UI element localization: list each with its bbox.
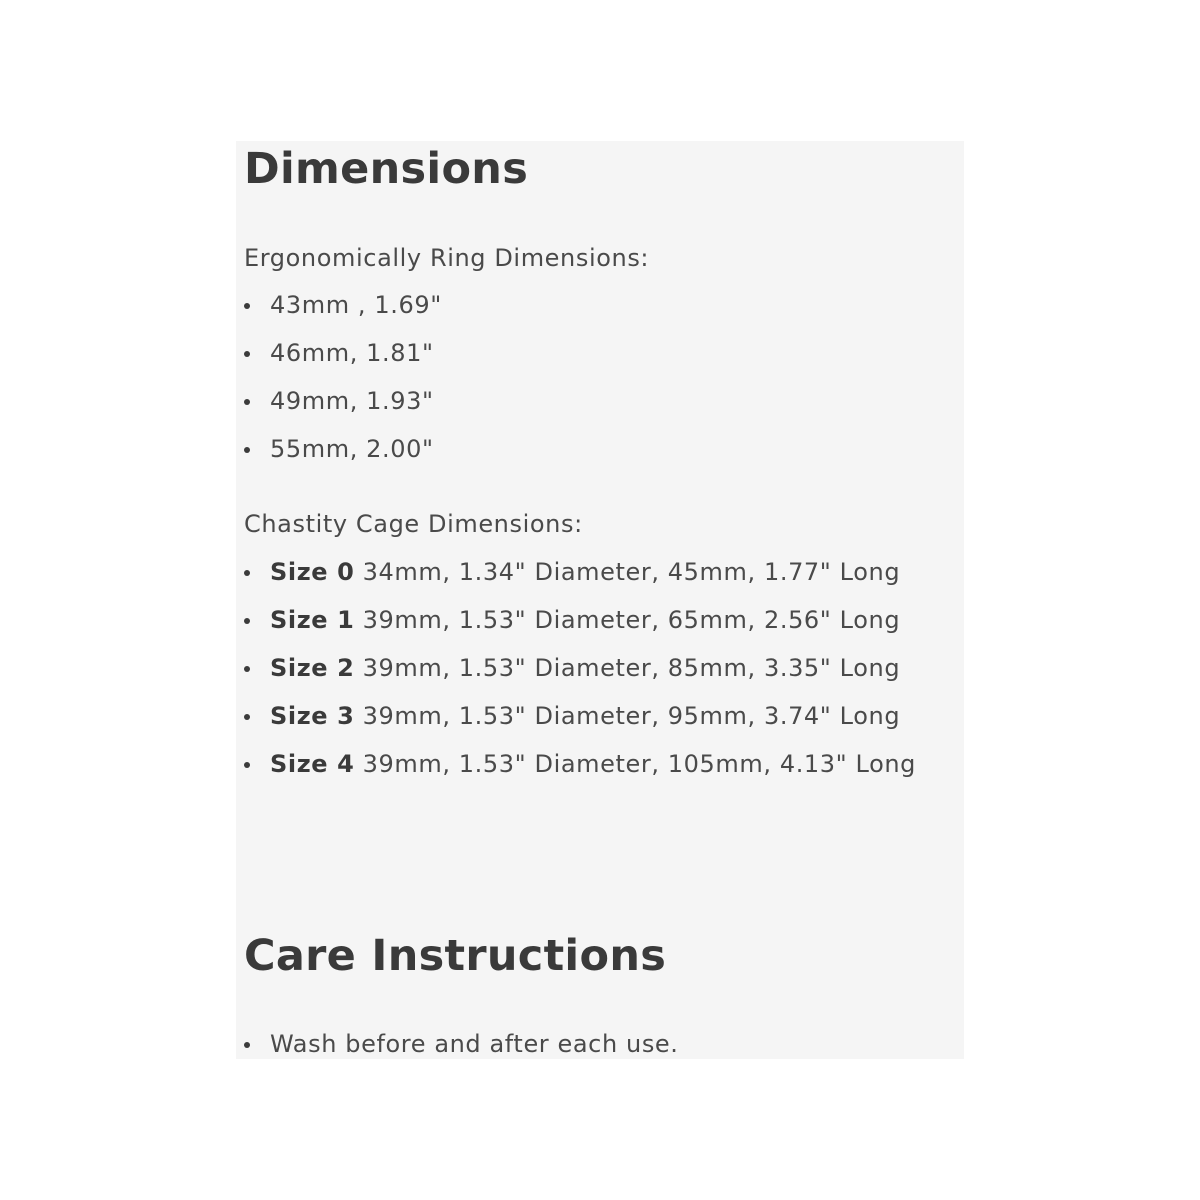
- size-spec: 39mm, 1.53" Diameter, 85mm, 3.35" Long: [354, 654, 901, 682]
- ring-dimensions-list: [244, 281, 442, 473]
- list-item: 43mm , 1.69": [244, 281, 442, 329]
- size-label: Size 3: [270, 702, 355, 730]
- size-label: Size 0: [270, 558, 355, 586]
- list-item: [244, 644, 916, 692]
- list-item: [244, 740, 916, 788]
- list-item: 55mm, 2.00": [244, 425, 442, 473]
- list-item: [244, 548, 916, 596]
- dimensions-heading: Dimensions: [244, 144, 529, 194]
- size-label: Size 2: [270, 654, 355, 682]
- ring-dimensions-intro: Ergonomically Ring Dimensions:: [244, 244, 650, 272]
- product-details-panel: [236, 141, 964, 1059]
- list-item: [244, 692, 916, 740]
- size-label: Size 4: [270, 750, 355, 778]
- list-item: [244, 596, 916, 644]
- size-spec: 39mm, 1.53" Diameter, 105mm, 4.13" Long: [354, 750, 917, 778]
- cage-dimensions-list: [244, 548, 916, 788]
- care-instructions-list: [244, 1020, 679, 1059]
- list-item: 49mm, 1.93": [244, 377, 442, 425]
- size-spec: 34mm, 1.34" Diameter, 45mm, 1.77" Long: [354, 558, 901, 586]
- list-item: 46mm, 1.81": [244, 329, 442, 377]
- care-instructions-heading: Care Instructions: [244, 931, 667, 981]
- size-spec: 39mm, 1.53" Diameter, 65mm, 2.56" Long: [354, 606, 901, 634]
- cage-dimensions-intro: Chastity Cage Dimensions:: [244, 510, 583, 538]
- size-spec: 39mm, 1.53" Diameter, 95mm, 3.74" Long: [354, 702, 901, 730]
- size-label: Size 1: [270, 606, 355, 634]
- list-item: Wash before and after each use.: [244, 1020, 679, 1059]
